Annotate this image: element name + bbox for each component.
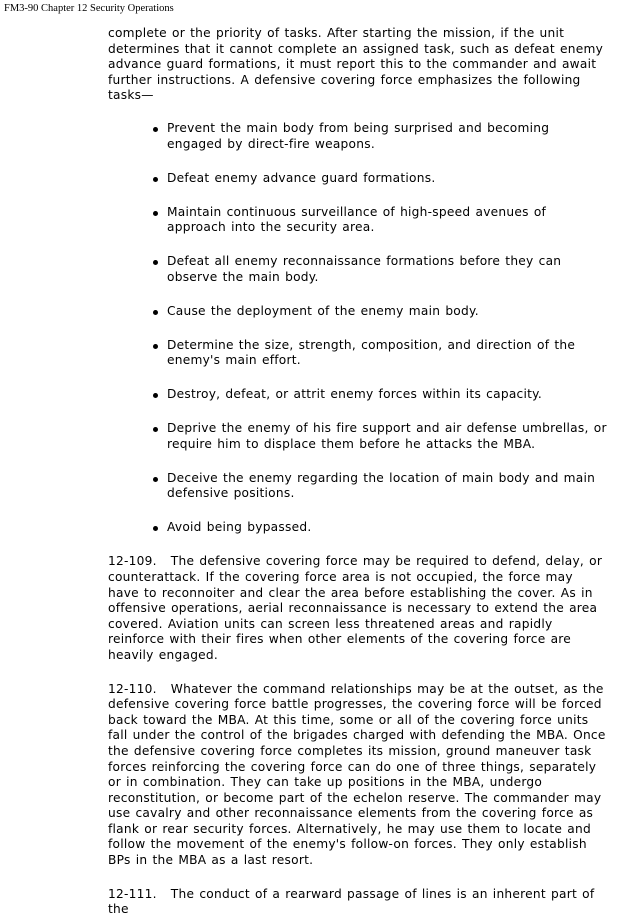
bullet-icon: [153, 310, 158, 315]
list-item: [108, 471, 608, 502]
bullet-icon: [153, 260, 158, 265]
bullet-icon: [153, 393, 158, 398]
list-item-text: Destroy, defeat, or attrit enemy forces within its capacity.: [167, 387, 543, 402]
list-item-text: Deceive the enemy regarding the location of main body and main defensive positions.: [167, 470, 596, 501]
list-item-text: Maintain continuous surveillance of high-speed avenues of approach into the security area.: [167, 204, 547, 235]
list-item: [108, 254, 608, 285]
task-list: [108, 121, 608, 536]
list-item-text: Avoid being bypassed.: [167, 520, 312, 535]
bullet-icon: [153, 427, 158, 432]
bullet-icon: [153, 526, 158, 531]
bullet-icon: [153, 211, 158, 216]
list-item: [108, 387, 608, 403]
list-item: [108, 520, 608, 536]
paragraph-12-111: [108, 887, 608, 918]
paragraph-number: 12-109.: [108, 554, 157, 569]
list-item: [108, 205, 608, 236]
paragraph-text: The conduct of a rearward passage of lines is an inherent part of the: [108, 886, 595, 917]
list-item-text: Defeat enemy advance guard formations.: [167, 170, 436, 185]
running-header: FM3-90 Chapter 12 Security Operations: [4, 3, 174, 14]
list-item-text: Determine the size, strength, composition, and direction of the enemy's main effort.: [167, 337, 576, 368]
bullet-icon: [153, 477, 158, 482]
list-item: [108, 121, 608, 152]
list-item: [108, 421, 608, 452]
paragraph-text: Whatever the command relationships may be at the outset, as the defensive covering force battle progresses, the covering force will be forced back toward the MBA. At this time, some or all of the covering force units fall under the control of the brigades charged with defending the MBA. Once the defensive covering force completes its mission, ground maneuver task forces reinforcing the covering force can do one of three things, separately or in combination. They can take up positions in the MBA, undergo reconstitution, or become part of the echelon reserve. The commander may use cavalry and other reconnaissance elements from the covering force as flank or rear security forces. Alternatively, he may use them to locate and follow the movement of the enemy's follow-on forces. They only establish BPs in the MBA as a last resort.: [108, 681, 606, 868]
paragraph-12-109: [108, 554, 608, 663]
page-body: [108, 26, 608, 918]
bullet-icon: [153, 344, 158, 349]
list-item-text: Deprive the enemy of his fire support and air defense umbrellas, or require him to displace them before he attacks the MBA.: [167, 421, 607, 451]
intro-paragraph: complete or the priority of tasks. After starting the mission, if the unit determines that it cannot complete an assigned task, such as defeat enemy advance guard formations, it must report this to the commander and await further instructions. A defensive covering force emphasizes the following tasks—: [108, 26, 604, 103]
list-item-text: Cause the deployment of the enemy main body.: [167, 303, 479, 318]
bullet-icon: [153, 177, 158, 182]
list-item-text: Prevent the main body from being surprised and becoming engaged by direct-fire weapons.: [167, 120, 550, 151]
list-item-text: Defeat all enemy reconnaissance formations before they can observe the main body.: [167, 254, 562, 284]
list-item: [108, 171, 608, 187]
paragraph-text: The defensive covering force may be required to defend, delay, or counterattack. If the covering force area is not occupied, the force may have to reconnoiter and clear the area before establishing the cover. As in offensive operations, aerial reconnaissance is necessary to extend the area covered. Aviation units can screen less threatened areas and rapidly reinforce with their fires when other elements of the covering force are heavily engaged.: [108, 554, 603, 662]
paragraph-number: 12-111.: [108, 886, 157, 901]
paragraph-number: 12-110.: [108, 681, 157, 696]
bullet-icon: [153, 127, 158, 132]
list-item: [108, 338, 608, 369]
paragraph-12-110: [108, 682, 608, 869]
list-item: [108, 304, 608, 320]
